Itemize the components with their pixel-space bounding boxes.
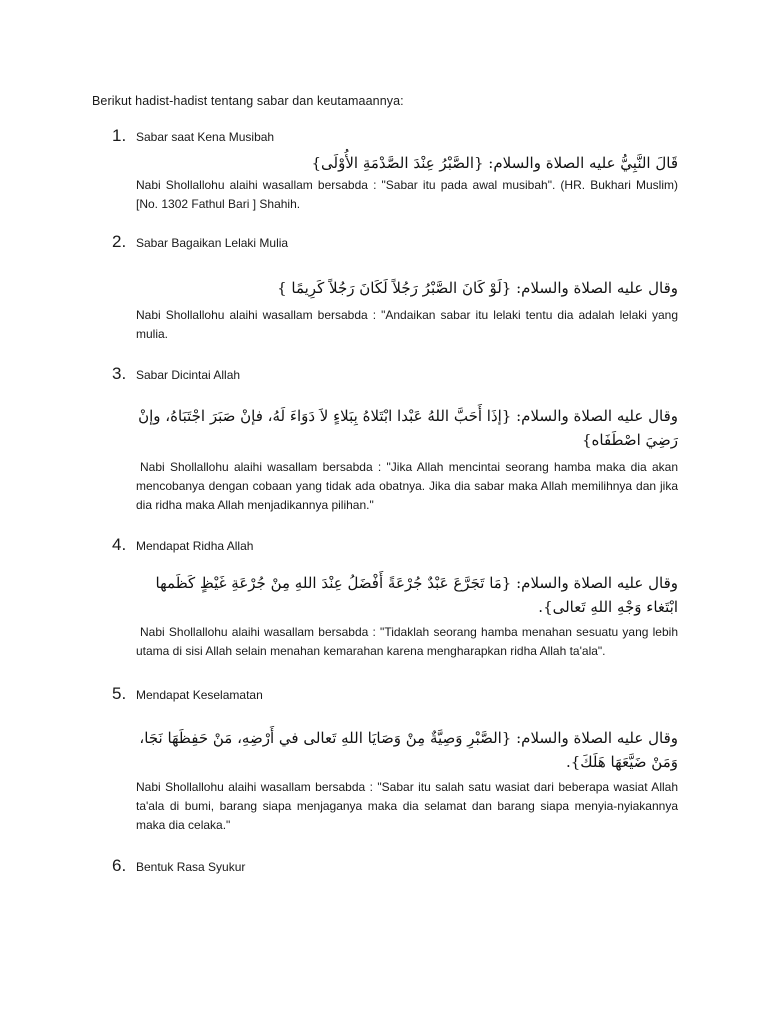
item-heading — [112, 684, 678, 706]
list-item-4 — [112, 535, 678, 661]
item-title: Mendapat Ridha Allah — [136, 539, 254, 553]
intro-text: Berikut hadist-hadist tentang sabar dan keutamaannya: — [92, 94, 404, 108]
hadith-arabic: وقال عليه الصلاة والسلام: {الصَّبْرِ وَصِيَّةٌ مِنْ وَصَايَا اللهِ تَعالى في أَرْضِهِ، مَنْ حَفِظَهَا نَجَا، وَمَنْ ضَيَّعَهَا هَلَكَ}. — [139, 729, 678, 771]
hadith-translation: Nabi Shollallohu alaihi wasallam bersabda : "Jika Allah mencintai seorang hamba maka dia akan mencobanya dengan cobaan yang tidak ada obatnya. Jika dia sabar maka Allah memilihnya dan jika dia ridha maka Allah menjadikannya pilihan." — [136, 460, 678, 512]
item-heading — [112, 535, 678, 557]
item-title: Mendapat Keselamatan — [136, 688, 263, 702]
list-item-6 — [112, 856, 678, 878]
list-item-1 — [112, 126, 678, 214]
item-number: 5. — [112, 684, 127, 703]
item-title: Sabar Bagaikan Lelaki Mulia — [136, 236, 289, 250]
item-heading — [112, 856, 678, 878]
hadith-arabic: وقال عليه الصلاة والسلام: {إذَا أَحَبَّ اللهُ عَبْدا ابْتَلاهُ بِبَلاءٍ لاَ دَوَاءَ لَهُ، فإنْ صَبَرَ اجْتَبَاهُ، وإنْ رَضِيَ اصْطَفَاه} — [138, 407, 678, 449]
hadith-arabic: وقال عليه الصلاة والسلام: {مَا تَجَرَّعَ عَبْدٌ جُرْعَةً أَفْضَلُ عِنْدَ اللهِ مِنْ جُرْعَةِ غَيْظٍ كَظَمها ابْتَغاء وَجْهِ اللهِ تَعالى}. — [155, 574, 678, 616]
item-heading — [112, 126, 678, 148]
list-item-2 — [112, 232, 678, 344]
item-number: 4. — [112, 535, 127, 554]
item-heading — [112, 364, 678, 386]
item-number: 2. — [112, 232, 127, 251]
list-item-5 — [112, 684, 678, 835]
hadith-translation: Nabi Shollallohu alaihi wasallam bersabda : "Sabar itu pada awal musibah". (HR. Bukhari Muslim) [No. 1302 Fathul Bari ] Shahih. — [136, 178, 678, 211]
hadith-arabic: قَالَ النَّبِيُّ عليه الصلاة والسلام: {الصَّبْرُ عِنْدَ الصَّدْمَةِ الأُوْلَى} — [311, 154, 678, 172]
hadith-arabic: وقال عليه الصلاة والسلام: {لَوْ كَانَ الصَّبْرُ رَجُلاً لَكَانَ رَجُلاً كَرِيمًا } — [277, 279, 678, 297]
list-item-3 — [112, 364, 678, 515]
hadith-translation: Nabi Shollallohu alaihi wasallam bersabda : "Sabar itu salah satu wasiat dari beberapa wasiat Allah ta'ala di bumi, barang siapa menjaganya maka dia selamat dan barang siapa menyia-nyiakannya maka dia celaka." — [136, 780, 678, 832]
item-number: 3. — [112, 364, 127, 383]
item-title: Sabar Dicintai Allah — [136, 368, 241, 382]
item-title: Sabar saat Kena Musibah — [136, 130, 275, 144]
hadith-translation: Nabi Shollallohu alaihi wasallam bersabda : "Tidaklah seorang hamba menahan sesuatu yang lebih utama di sisi Allah selain menahan kemarahan karena mengharapkan ridha Allah ta'ala". — [136, 625, 678, 658]
hadith-translation: Nabi Shollallohu alaihi wasallam bersabda : "Andaikan sabar itu lelaki tentu dia adalah lelaki yang mulia. — [136, 308, 678, 341]
item-heading — [112, 232, 678, 254]
item-number: 6. — [112, 856, 127, 875]
item-title: Bentuk Rasa Syukur — [136, 860, 246, 874]
item-number: 1. — [112, 126, 127, 145]
